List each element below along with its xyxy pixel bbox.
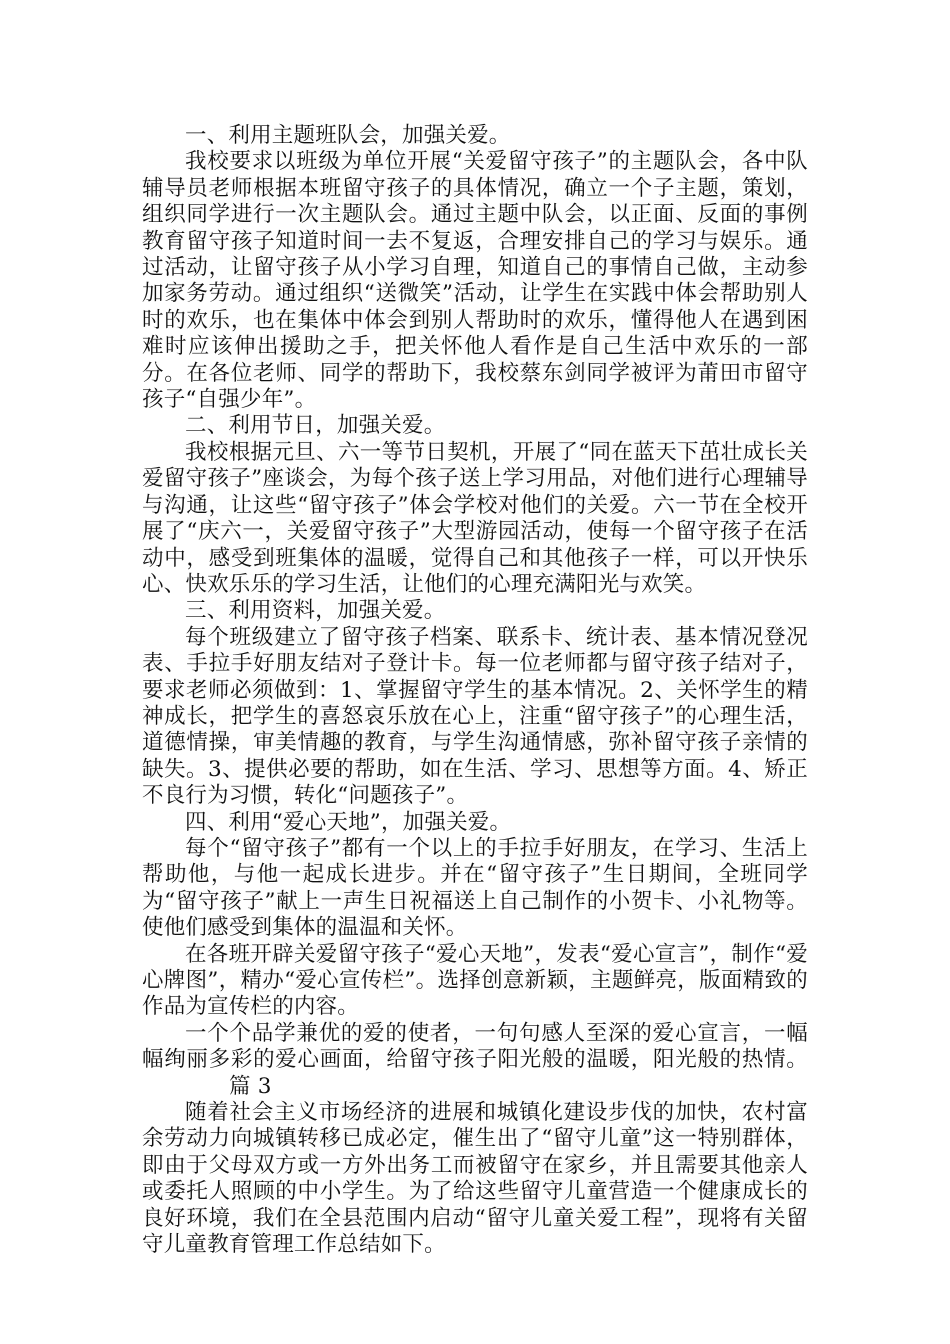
heading-3: 三、利用资料，加强关爱。: [185, 598, 446, 624]
paragraph-6: [142, 1021, 808, 1100]
paragraph-4: 每个“留守孩子”都有一个以上的手拉手好朋友，在学习、生活上帮助他，与他一起成长进步。并在“留守孩子”生日期间，全班同学为“留守孩子”献上一声生日祝福送上自己制作的小贺卡、小礼物等。使他们感受到集体的温温和关怀。: [142, 835, 808, 941]
section-tag: 篇 3: [229, 1073, 272, 1099]
paragraph-3: 每个班级建立了留守孩子档案、联系卡、统计表、基本情况登况表、手拉手好朋友结对子登计卡。每一位老师都与留守孩子结对子，要求老师必须做到：1、掌握留守学生的基本情况。2、关怀学生的精神成长，把学生的喜怒哀乐放在心上，注重“留守孩子”的心理生活，道德情操，审美情趣的教育，与学生沟通情感，弥补留守孩子亲情的缺失。3、提供必要的帮助，如在生活、学习、思想等方面。4、矫正不良行为习惯，转化“问题孩子”。: [142, 624, 808, 809]
paragraph-7: 随着社会主义市场经济的进展和城镇化建设步伐的加快，农村富余劳动力向城镇转移已成必定，催生出了“留守儿童”这一特别群体，即由于父母双方或一方外出务工而被留守在家乡，并且需要其他亲人或委托人照顾的中小学生。为了给这些留守儿童营造一个健康成长的良好环境，我们在全县范围内启动“留守儿童关爱工程”，现将有关留守儿童教育管理工作总结如下。: [142, 1100, 808, 1258]
paragraph-6-text: 一个个品学兼优的爱的使者，一句句感人至深的爱心宣言，一幅幅绚丽多彩的爱心画面，给留守孩子阳光般的温暖，阳光般的热情。: [142, 1020, 808, 1073]
paragraph-5: 在各班开辟关爱留守孩子“爱心天地”，发表“爱心宣言”，制作“爱心牌图”，精办“爱心宣传栏”。选择创意新颖，主题鲜亮，版面精致的作品为宣传栏的内容。: [142, 941, 808, 1020]
document-body: [142, 123, 808, 1258]
heading-2: 二、利用节日，加强关爱。: [185, 413, 446, 439]
paragraph-2: 我校根据元旦、六一等节日契机，开展了“同在蓝天下茁壮成长关爱留守孩子”座谈会，为每个孩子送上学习用品，对他们进行心理辅导与沟通，让这些“留守孩子”体会学校对他们的关爱。六一节在全校开展了“庆六一，关爱留守孩子”大型游园活动，使每一个留守孩子在活动中，感受到班集体的温暖，觉得自己和其他孩子一样，可以开快乐心、快欢乐乐的学习生活，让他们的心理充满阳光与欢笑。: [142, 439, 808, 597]
heading-4: 四、利用“爱心天地”，加强关爱。: [185, 809, 512, 835]
heading-1: 一、利用主题班队会，加强关爱。: [185, 123, 511, 148]
paragraph-1: 我校要求以班级为单位开展“关爱留守孩子”的主题队会，各中队辅导员老师根据本班留守孩子的具体情况，确立一个子主题，策划，组织同学进行一次主题队会。通过主题中队会，以正面、反面的事例教育留守孩子知道时间一去不复返，合理安排自己的学习与娱乐。通过活动，让留守孩子从小学习自理，知道自己的事情自己做，主动参加家务劳动。通过组织“送微笑”活动，让学生在实践中体会帮助别人时的欢乐，也在集体中体会到别人帮助时的欢乐，懂得他人在遇到困难时应该伸出援助之手，把关怀他人看作是自己生活中欢乐的一部分。在各位老师、同学的帮助下，我校蔡东剑同学被评为莆田市留守孩子“自强少年”。: [142, 149, 808, 413]
